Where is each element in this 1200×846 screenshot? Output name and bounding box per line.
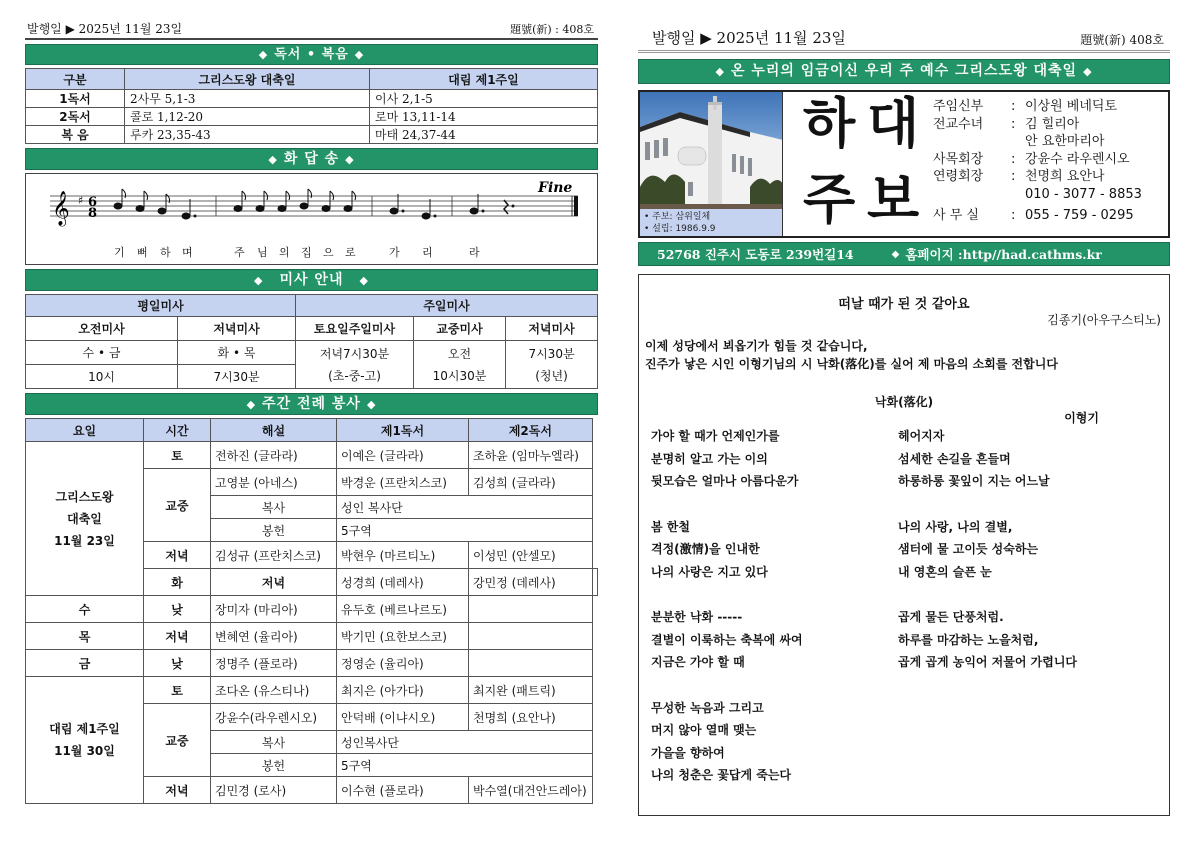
- masthead: [638, 90, 1170, 238]
- staff-row: 안 요한마리아: [1025, 134, 1105, 149]
- service-row: 교중 고영분 (아네스) 박경운 (프란치스코) 김성희 (글라라): [26, 469, 598, 496]
- psalm-music-score: 𝄞 ♯ 6 8 Fine 기 뻐 하 며 주 님 의 집 으 로 가 리 라: [25, 173, 598, 265]
- service-row: 저녁 김민경 (로사) 이수현 (플로라) 박수열(대건안드레아): [26, 777, 598, 804]
- left-page: [25, 0, 598, 804]
- staff-row: 주임신부 : 이상원 베네딕토: [933, 99, 1118, 114]
- bulletin-title: 하 대 주 보: [803, 91, 920, 231]
- essay-author: 김종기(아우구스티노): [1047, 313, 1161, 327]
- psalm-section-title: ◆ 화 답 송 ◆: [25, 148, 598, 170]
- poem-title: 낙화(落化): [874, 395, 934, 409]
- service-row: 복사 성인복사단: [26, 731, 598, 754]
- issue-number: 題號(新) 408호: [1080, 33, 1164, 47]
- diamond-icon: ◆: [715, 65, 725, 78]
- service-row: 목 저녁 변혜연 (율리아) 박기민 (요한보스코): [26, 623, 598, 650]
- diamond-icon: ◆: [359, 274, 369, 287]
- essay-intro: 진주가 낳은 시인 이형기님의 시 낙화(落化)를 실어 제 마음의 소회를 전합니다: [645, 357, 1058, 371]
- service-row: 교중 강윤수(라우렌시오) 안덕배 (이냐시오) 천명희 (요안나): [26, 704, 598, 731]
- service-row: 금 낮 정명주 (플로라) 정영순 (율리아): [26, 650, 598, 677]
- service-row: 봉헌 5구역: [26, 754, 598, 777]
- diamond-icon: ◆: [891, 248, 900, 260]
- service-row: 복사 성인 복사단: [26, 496, 598, 519]
- diamond-icon: ◆: [246, 398, 257, 411]
- address-bar: [638, 242, 1170, 266]
- address: 52768 진주시 도동로 239번길14: [657, 247, 854, 262]
- diamond-icon: ◆: [345, 153, 355, 166]
- right-page: [638, 0, 1170, 816]
- service-row: 저녁 김성규 (프란치스코) 박현우 (마르티노) 이성민 (안셀모): [26, 542, 598, 569]
- svg-text:8: 8: [88, 206, 98, 221]
- readings-header: 그리스도왕 대축일: [125, 69, 370, 90]
- feast-banner: ◆ 온 누리의 임금이신 우리 주 예수 그리스도왕 대축일 ◆: [638, 59, 1170, 84]
- readings-section-title: ◆ 독서 • 복음 ◆: [25, 44, 598, 65]
- essay-intro: 이제 성당에서 뵈옵기가 힘들 것 같습니다,: [645, 339, 868, 353]
- service-section-title: ◆ 주간 전례 봉사 ◆: [25, 393, 598, 415]
- publication-date: 발행일 ▶ 2025년 11월 23일: [27, 22, 183, 36]
- liturgy-service-table: 요일 시간 해설 제1독서 제2독서 그리스도왕 대축일 11월 23일 토 전하진 (글라라) 이예은 (글라라) 조하윤 (임마누엘라) 교중 고영분 (아네스) 박경운 (프란치스코) 김성희 (글라라) 복사 성인 복사단 봉헌 5구역 저녁 김성규 (프란치스코) 박현우 (마르티노) 이성민 (안셀모) 화 저녁 성경희 (데레사) 강민정 (데레사) 수 낮 장미자 (마리아) 유두호 (베르나르도) 목 저녁 변혜연 (율리아) 박기민 (요한보스코) 금 낮 정명주 (플로라) 정영순 (율리아) 대림 제1주일 11월 30일 토 조다온 (유스티나) 최지은 (아가다) 최지완 (패트릭) 교중 강윤수(라우렌시오) 안덕배 (이냐시오) 천명희 (요안나) 복사 성인복사단 봉헌 5구역 저녁 김민경 (로사) 이수현 (플로라) 박수열(대건안드레아): [25, 418, 598, 804]
- publication-line: [25, 23, 598, 40]
- svg-text:♯: ♯: [78, 194, 84, 207]
- readings-header: 구분: [26, 69, 125, 90]
- service-row: 화 저녁 성경희 (데레사) 강민정 (데레사): [26, 569, 598, 596]
- mass-schedule-table: 평일미사 주일미사 오전미사 저녁미사 토요일주일미사 교중미사 저녁미사 수 • 금 화 • 목 저녁7시30분 (초-중-고) 오전 10시30분 7시30분 (청년) 10시 7시30분: [25, 294, 598, 389]
- svg-text:𝄞: 𝄞: [52, 191, 70, 226]
- essay-title: 떠날 때가 된 것 같아요: [838, 297, 970, 312]
- photo-caption: • 주보: 삼위일체 • 설립: 1986.9.9: [640, 209, 782, 236]
- service-row: 대림 제1주일 11월 30일 토 조다온 (유스티나) 최지은 (아가다) 최지완 (패트릭): [26, 677, 598, 704]
- poem-author: 이형기: [1064, 411, 1099, 425]
- readings-row: 1독서 2사무 5,1-3 이사 2,1-5: [26, 90, 598, 108]
- church-photo: [640, 92, 783, 236]
- readings-header: 대림 제1주일: [370, 69, 598, 90]
- service-row: 수 낮 장미자 (마리아) 유두호 (베르나르도): [26, 596, 598, 623]
- service-row: 봉헌 5구역: [26, 519, 598, 542]
- issue-number: 題號(新) : 408호: [510, 23, 594, 36]
- service-row: 그리스도왕 대축일 11월 23일 토 전하진 (글라라) 이예은 (글라라) 조하윤 (임마누엘라): [26, 442, 598, 469]
- diamond-icon: ◆: [268, 153, 278, 166]
- publication-date: 발행일 ▶ 2025년 11월 23일: [652, 29, 846, 47]
- mass-section-title: ◆ 미사 안내 ◆: [25, 269, 598, 291]
- staff-row: 010 - 3077 - 8853: [1025, 186, 1142, 202]
- readings-table: [25, 68, 598, 144]
- svg-text:6: 6: [88, 195, 98, 210]
- svg-text:Fine: Fine: [538, 180, 573, 196]
- readings-row: 2독서 콜로 1,12-20 로마 13,11-14: [26, 108, 598, 126]
- staff-row: 사 무 실 : 055 - 759 - 0295: [933, 208, 1134, 223]
- diamond-icon: ◆: [366, 398, 377, 411]
- homepage-link[interactable]: 홈페이지 :http//had.cathms.kr: [905, 247, 1102, 262]
- publication-line: [638, 30, 1170, 53]
- essay-box: 떠날 때가 된 것 같아요 김종기(아우구스티노) 이제 성당에서 뵈옵기가 힘들 것 같습니다, 진주가 낳은 시인 이형기님의 시 낙화(落化)를 실어 제 마음의 소회를 전합니다 낙화(落化) 이형기 가야 할 때가 언제인가를 분명히 알고 가는 이의 뒷모습은 얼마나 아름다운가 봄 한철 격정(激情)을 인내한 나의 사랑은 지고 있다 분분한 낙화 ----- 결별이 이룩하는 축복에 싸여 지금은 가야 할 때 무성한 녹음과 그리고 머지 않아 열매 맺는 가을을 향하여 나의 청춘은 꽃답게 죽는다 헤어지자 섬세한 손길을 흔들며 하롱하롱 꽃잎이 지는 어느날 나의 사랑, 나의 결별, 샘터에 물 고이듯 성숙하는 내 영혼의 슬픈 눈 곱게 물든 단풍처럼. 하루를 마감하는 노을처럼, 곱게 곱게 농익어 저물어 가렵니다: [638, 274, 1170, 816]
- staff-row: 연령회장 : 천명희 요안나: [933, 169, 1105, 184]
- diamond-icon: ◆: [254, 274, 264, 287]
- staff-directory: [925, 92, 1168, 236]
- diamond-icon: ◆: [354, 48, 365, 61]
- diamond-icon: ◆: [1083, 65, 1093, 78]
- readings-row: 복 음 루카 23,35-43 마태 24,37-44: [26, 126, 598, 144]
- music-staff-icon: [26, 174, 597, 244]
- diamond-icon: ◆: [258, 48, 269, 61]
- staff-row: 전교수녀 : 김 힐리아: [933, 116, 1080, 132]
- staff-row: 사목회장 : 강윤수 라우렌시오: [933, 151, 1130, 167]
